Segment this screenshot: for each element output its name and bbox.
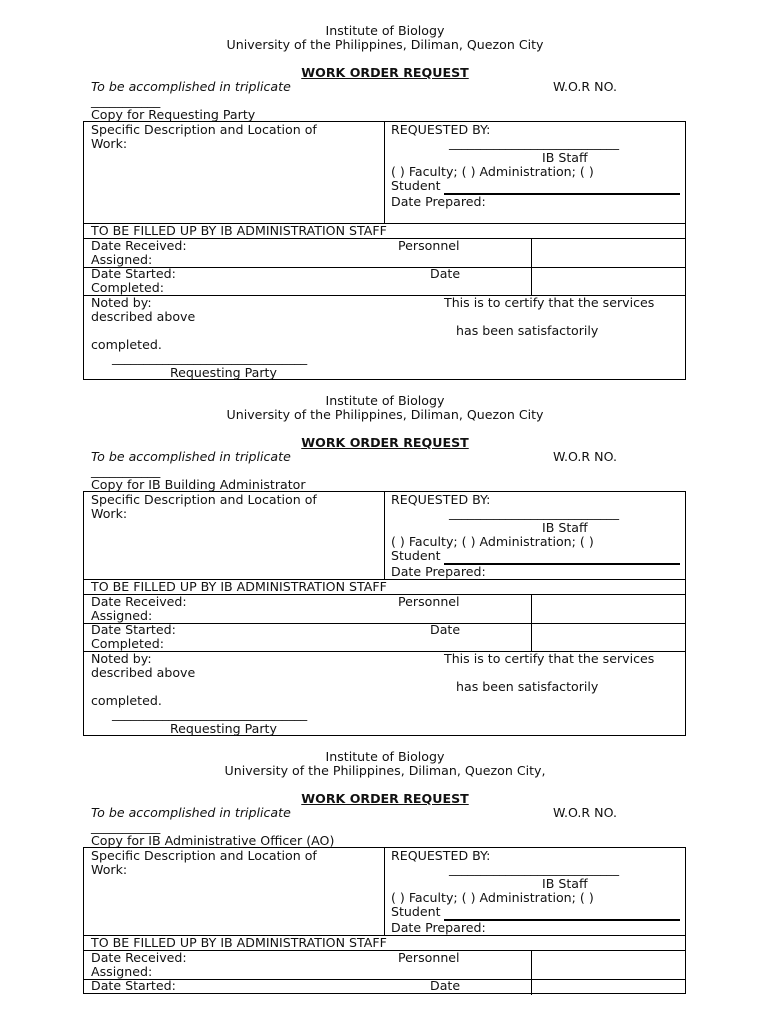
description-label-work: Work: [91, 136, 128, 151]
description-label-work: Work: [91, 506, 128, 521]
completed-label: Completed: [91, 636, 164, 651]
completed-label: Completed: [91, 280, 164, 295]
admin-section-header: TO BE FILLED UP BY IB ADMINISTRATION STAFF [91, 935, 387, 950]
column-divider [384, 492, 385, 579]
admin-section-header: TO BE FILLED UP BY IB ADMINISTRATION STAFF [91, 579, 387, 594]
student-option: Student [391, 178, 441, 193]
ib-staff-label: IB Staff [542, 150, 588, 165]
date-received-label: Date Received: [91, 594, 187, 609]
date-started-label: Date Started: [91, 622, 176, 637]
description-label: Specific Description and Location of [91, 848, 317, 863]
certification-text: has been satisfactorily [456, 323, 599, 338]
assigned-label: Assigned: [91, 964, 153, 979]
requesting-party-label: Requesting Party [170, 721, 277, 736]
certification-text: This is to certify that the services [444, 651, 655, 666]
assigned-label: Assigned: [91, 608, 153, 623]
description-label: Specific Description and Location of [91, 122, 317, 137]
role-options: ( ) Faculty; ( ) Administration; ( ) [391, 164, 594, 179]
instruction-text: To be accomplished in triplicate [91, 449, 291, 464]
role-options: ( ) Faculty; ( ) Administration; ( ) [391, 890, 594, 905]
date-started-label: Date Started: [91, 978, 176, 993]
requesting-party-signature-line: _______________________________ [112, 706, 308, 721]
requested-by-label: REQUESTED BY: [391, 492, 491, 507]
noted-by-label: Noted by: [91, 295, 152, 310]
wor-number-blank: ___________ [91, 463, 161, 478]
date-prepared-label: Date Prepared: [391, 920, 486, 935]
institute-name: Institute of Biology [325, 393, 445, 408]
requester-signature-line: ___________________________ [449, 135, 620, 150]
description-label-work: Work: [91, 862, 128, 877]
wor-number-blank: ___________ [91, 819, 161, 834]
form-title: WORK ORDER REQUEST [301, 791, 469, 806]
requester-signature-line: ___________________________ [449, 505, 620, 520]
copy-label: Copy for IB Building Administrator [91, 477, 306, 492]
ib-staff-label: IB Staff [542, 876, 588, 891]
certification-text: has been satisfactorily [456, 679, 599, 694]
date-prepared-label: Date Prepared: [391, 194, 486, 209]
institute-name: Institute of Biology [325, 749, 445, 764]
wor-number-blank: ___________ [91, 93, 161, 108]
instruction-text: To be accomplished in triplicate [91, 79, 291, 94]
work-order-table [83, 847, 686, 994]
form-title: WORK ORDER REQUEST [301, 435, 469, 450]
requesting-party-signature-line: _______________________________ [112, 350, 308, 365]
description-label: Specific Description and Location of [91, 492, 317, 507]
assigned-label: Assigned: [91, 252, 153, 267]
work-order-table [83, 121, 686, 380]
requested-by-label: REQUESTED BY: [391, 122, 491, 137]
role-options: ( ) Faculty; ( ) Administration; ( ) [391, 534, 594, 549]
personnel-label: Personnel [398, 594, 460, 609]
institute-name: Institute of Biology [325, 23, 445, 38]
date-label: Date [430, 266, 461, 281]
wor-number-label: W.O.R NO. [553, 449, 617, 464]
column-divider [384, 848, 385, 935]
date-received-label: Date Received: [91, 238, 187, 253]
university-name: University of the Philippines, Diliman, Quezon City, [224, 763, 546, 778]
date-prepared-label: Date Prepared: [391, 564, 486, 579]
date-started-label: Date Started: [91, 266, 176, 281]
university-name: University of the Philippines, Diliman, Quezon City [226, 37, 544, 52]
column-divider [384, 122, 385, 223]
work-order-table [83, 491, 686, 736]
date-received-label: Date Received: [91, 950, 187, 965]
form-title: WORK ORDER REQUEST [301, 65, 469, 80]
certification-text: described above [91, 309, 196, 324]
certification-text: described above [91, 665, 196, 680]
ib-staff-label: IB Staff [542, 520, 588, 535]
personnel-label: Personnel [398, 950, 460, 965]
requesting-party-label: Requesting Party [170, 365, 277, 380]
certification-text: This is to certify that the services [444, 295, 655, 310]
wor-number-label: W.O.R NO. [553, 805, 617, 820]
column-divider [531, 950, 532, 995]
date-label: Date [430, 622, 461, 637]
admin-section-header: TO BE FILLED UP BY IB ADMINISTRATION STAFF [91, 223, 387, 238]
university-name: University of the Philippines, Diliman, Quezon City [226, 407, 544, 422]
requested-by-label: REQUESTED BY: [391, 848, 491, 863]
certification-text: completed. [91, 693, 162, 708]
student-option: Student [391, 548, 441, 563]
wor-number-label: W.O.R NO. [553, 79, 617, 94]
noted-by-label: Noted by: [91, 651, 152, 666]
personnel-label: Personnel [398, 238, 460, 253]
copy-label: Copy for IB Administrative Officer (AO) [91, 833, 335, 848]
certification-text: completed. [91, 337, 162, 352]
copy-label: Copy for Requesting Party [91, 107, 256, 122]
student-option: Student [391, 904, 441, 919]
requester-signature-line: ___________________________ [449, 861, 620, 876]
date-label: Date [430, 978, 461, 993]
instruction-text: To be accomplished in triplicate [91, 805, 291, 820]
